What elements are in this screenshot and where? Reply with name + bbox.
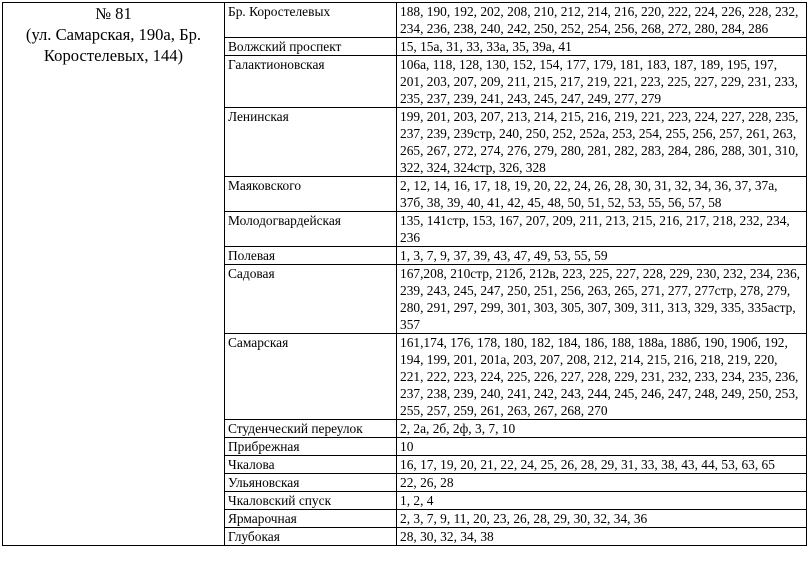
house-numbers: 106а, 118, 128, 130, 152, 154, 177, 179, 181, 183, 187, 189, 195, 197, 201, 203, 207, 209, 211, 215, 217, 219, 221, 223, 225, 227, 229, 231, 233, 235, 237, 239, 241, 243, 245, 247, 249, 277, 279 [397,56,807,108]
house-numbers: 2, 3, 7, 9, 11, 20, 23, 26, 28, 29, 30, 32, 34, 36 [397,510,807,528]
street-name: Чкаловский спуск [225,492,397,510]
district-number: № 81 [95,4,132,23]
street-name: Глубокая [225,528,397,546]
house-numbers: 15, 15а, 31, 33, 33а, 35, 39а, 41 [397,38,807,56]
street-name: Ульяновская [225,474,397,492]
house-numbers: 135, 141стр, 153, 167, 207, 209, 211, 213, 215, 216, 217, 218, 232, 234, 236 [397,212,807,247]
street-name: Прибрежная [225,438,397,456]
street-name: Молодогвардейская [225,212,397,247]
house-numbers: 10 [397,438,807,456]
house-numbers: 1, 2, 4 [397,492,807,510]
street-name: Ярмарочная [225,510,397,528]
street-name: Садовая [225,265,397,334]
polling-district-table [2,2,807,546]
table-row [3,3,807,38]
district-address: (ул. Самарская, 190а, Бр. Коростелевых, 144) [25,25,202,65]
house-numbers: 1, 3, 7, 9, 37, 39, 43, 47, 49, 53, 55, 59 [397,247,807,265]
street-name: Самарская [225,334,397,420]
street-name: Чкалова [225,456,397,474]
district-cell [3,3,225,546]
house-numbers: 16, 17, 19, 20, 21, 22, 24, 25, 26, 28, 29, 31, 33, 38, 43, 44, 53, 63, 65 [397,456,807,474]
street-name: Бр. Коростелевых [225,3,397,38]
street-name: Ленинская [225,108,397,177]
street-name: Полевая [225,247,397,265]
house-numbers: 188, 190, 192, 202, 208, 210, 212, 214, 216, 220, 222, 224, 226, 228, 232, 234, 236, 238, 240, 242, 250, 252, 254, 256, 268, 272, 280, 284, 286 [397,3,807,38]
house-numbers: 22, 26, 28 [397,474,807,492]
street-name: Маяковского [225,177,397,212]
street-name: Студенческий переулок [225,420,397,438]
house-numbers: 28, 30, 32, 34, 38 [397,528,807,546]
house-numbers: 2, 2а, 2б, 2ф, 3, 7, 10 [397,420,807,438]
house-numbers: 161,174, 176, 178, 180, 182, 184, 186, 188, 188а, 188б, 190, 190б, 192, 194, 199, 201, 201а, 203, 207, 208, 212, 214, 215, 216, 218, 219, 220, 221, 222, 223, 224, 225, 226, 227, 228, 229, 231, 232, 233, 234, 235, 236, 237, 238, 239, 240, 241, 242, 243, 244, 245, 246, 247, 248, 249, 250, 253, 255, 257, 259, 261, 263, 267, 268, 270 [397,334,807,420]
house-numbers: 167,208, 210стр, 212б, 212в, 223, 225, 227, 228, 229, 230, 232, 234, 236, 239, 243, 245, 247, 250, 251, 256, 263, 265, 271, 277, 277стр, 278, 279, 280, 291, 297, 299, 301, 303, 305, 307, 309, 311, 313, 329, 335, 335астр, 357 [397,265,807,334]
house-numbers: 2, 12, 14, 16, 17, 18, 19, 20, 22, 24, 26, 28, 30, 31, 32, 34, 36, 37, 37а, 37б, 38, 39, 40, 41, 42, 45, 48, 50, 51, 52, 53, 55, 56, 57, 58 [397,177,807,212]
house-numbers: 199, 201, 203, 207, 213, 214, 215, 216, 219, 221, 223, 224, 227, 228, 235, 237, 239, 239стр, 240, 250, 252, 252а, 253, 254, 255, 256, 257, 261, 263, 265, 267, 272, 274, 276, 279, 280, 281, 282, 283, 284, 286, 288, 301, 310, 322, 324, 324стр, 326, 328 [397,108,807,177]
street-name: Волжский проспект [225,38,397,56]
street-name: Галактионовская [225,56,397,108]
